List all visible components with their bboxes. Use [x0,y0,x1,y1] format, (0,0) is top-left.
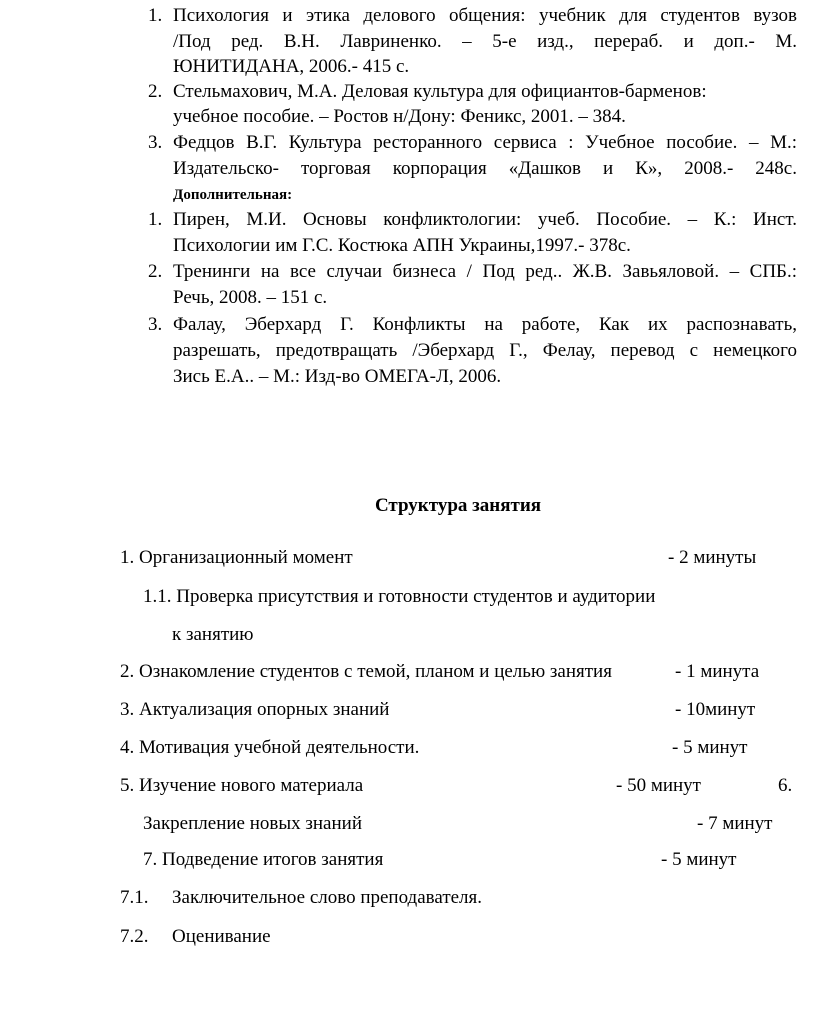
structure-item-label: 3. Актуализация опорных знаний [120,699,390,720]
structure-item-time: - 7 минут [697,813,773,834]
list-line: Зись Е.А.. – М.: Изд-во ОМЕГА-Л, 2006. [173,366,502,387]
structure-item-label: 5. Изучение нового материала [120,775,364,796]
list-line: Психология и этика делового общения: учебник для студентов вузов [173,5,797,26]
structure-item-label: 1.1. Проверка присутствия и готовности студентов и аудитории [143,586,656,607]
structure-item-time: - 10минут [675,699,756,720]
structure-item-label: 7. Подведение итогов занятия [143,849,384,870]
structure-item-label: 2. Ознакомление студентов с темой, планом и целью занятия [120,661,612,682]
structure-item-time: - 5 минут [661,849,737,870]
list-line: Фалау, Эберхард Г. Конфликты на работе, Как их распознавать, [173,314,797,335]
list-line: Пирен, М.И. Основы конфликтологии: учеб. Пособие. – К.: Инст. [173,209,797,230]
list-line: разрешать, предотвращать /Эберхард Г., Фелау, перевод с немецкого [173,340,797,361]
list-number: 3. [148,314,163,335]
list-number: 2. [148,261,163,282]
list-line: Стельмахович, М.А. Деловая культура для официантов-барменов: [173,81,707,102]
structure-item-label: 1. Организационный момент [120,547,353,568]
list-line: Федцов В.Г. Культура ресторанного сервиса : Учебное пособие. – М.: [173,132,797,153]
list-line: учебное пособие. – Ростов н/Дону: Феникс, 2001. – 384. [173,106,626,127]
list-line: Речь, 2008. – 151 с. [173,287,328,308]
structure-item-number: 7.1. [120,887,149,908]
structure-item-time: - 1 минута [675,661,760,682]
structure-item-label: Оценивание [172,926,271,947]
structure-item-number: 7.2. [120,926,149,947]
list-number: 1. [148,5,163,26]
additional-heading: Дополнительная: [173,187,293,203]
structure-item-time: - 50 минут [616,775,701,796]
list-number: 1. [148,209,163,230]
structure-item-time: - 2 минуты [668,547,757,568]
structure-item-label: 4. Мотивация учебной деятельности. [120,737,420,758]
structure-item-number: 6. [778,775,793,796]
list-line: Издательско- торговая корпорация «Дашков и К», 2008.- 248с. [173,158,797,179]
list-number: 2. [148,81,163,102]
list-line: Психологии им Г.С. Костюка АПН Украины,1997.- 378с. [173,235,631,256]
list-line: Тренинги на все случаи бизнеса / Под ред.. Ж.В. Завьяловой. – СПБ.: [173,261,797,282]
structure-item-label: Заключительное слово преподавателя. [172,887,483,908]
list-line: /Под ред. В.Н. Лавриненко. – 5-е изд., перераб. и доп.- М. [173,31,797,52]
list-line: ЮНИТИДАНА, 2006.- 415 с. [173,56,410,77]
structure-item-time: - 5 минут [672,737,748,758]
list-number: 3. [148,132,163,153]
structure-title: Структура занятия [374,495,542,516]
structure-item-label: Закрепление новых знаний [143,813,362,834]
structure-item-label: к занятию [172,624,254,645]
